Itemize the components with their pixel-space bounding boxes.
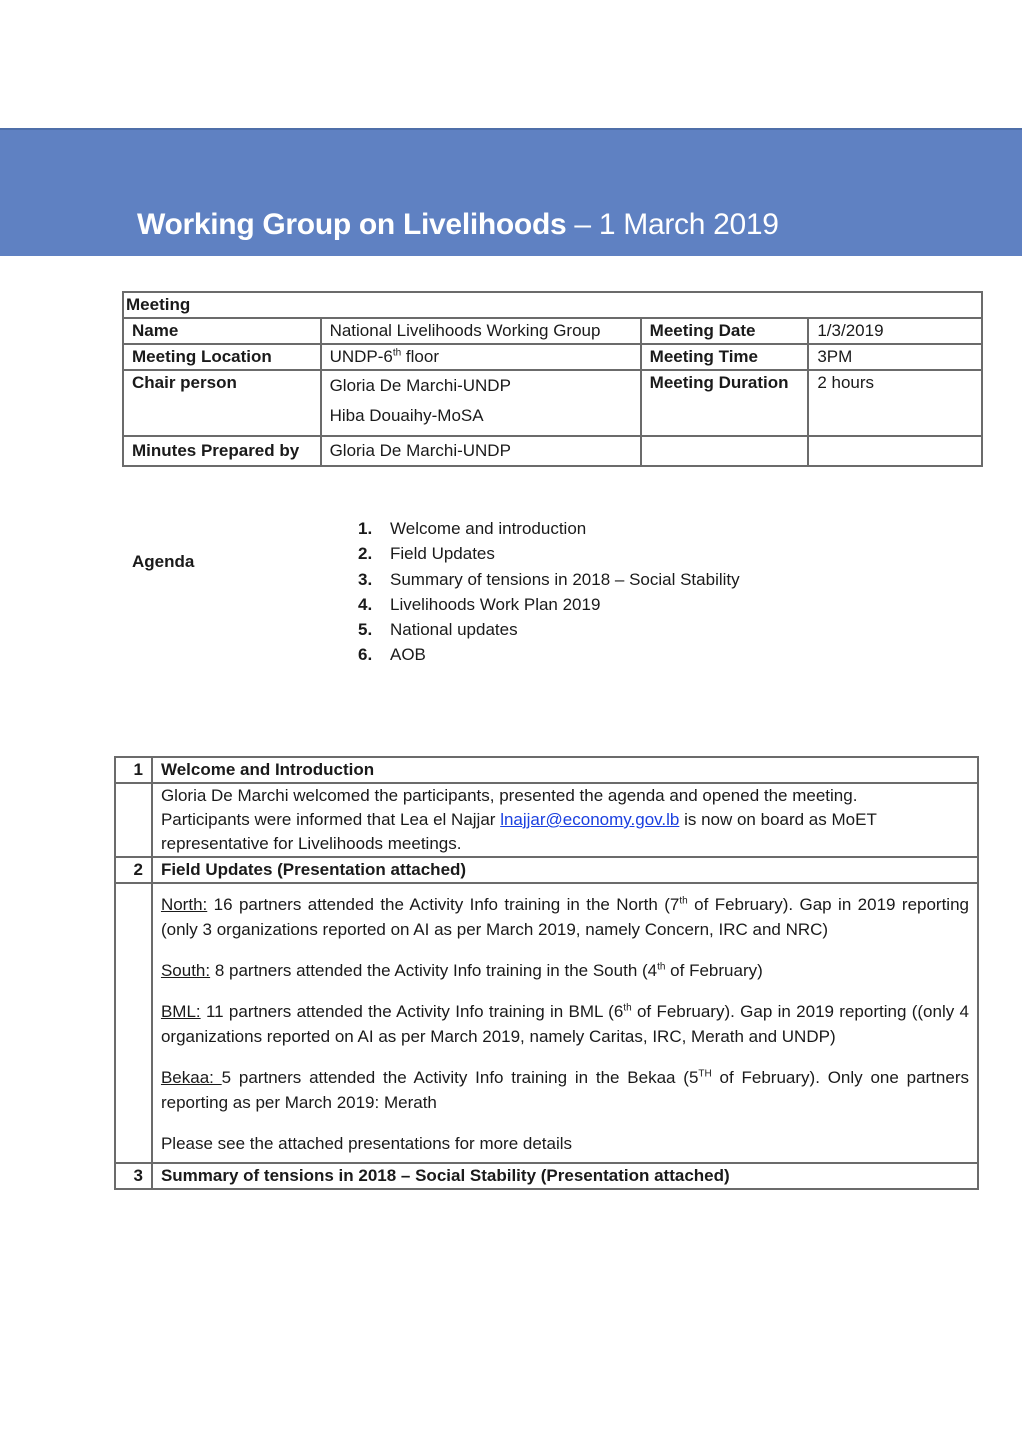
location-sup: th <box>392 347 402 359</box>
page-title <box>137 208 779 242</box>
section-body-field-updates <box>152 883 978 1163</box>
meeting-date-label: Meeting Date <box>641 318 809 344</box>
agenda-item-number: 6. <box>358 645 373 665</box>
empty-cell <box>115 783 152 857</box>
south-label: South: <box>160 961 211 980</box>
section-number: 3 <box>115 1163 152 1189</box>
chair-person-label: Chair person <box>123 370 321 436</box>
agenda-list <box>358 516 740 668</box>
meeting-info-table <box>122 291 983 467</box>
location-text-post: floor <box>401 347 439 366</box>
north-update <box>161 892 969 942</box>
section-number: 1 <box>115 757 152 783</box>
empty-cell <box>808 436 982 466</box>
agenda-item-text: Field Updates <box>390 544 495 564</box>
agenda-item-number: 4. <box>358 594 373 614</box>
south-sup: th <box>657 961 666 973</box>
empty-cell <box>115 883 152 1163</box>
meeting-location-label: Meeting Location <box>123 344 321 370</box>
welcome-text-2: Participants were informed that Lea el Najjar <box>160 810 501 829</box>
meeting-time-value: 3PM <box>808 344 982 370</box>
bml-sup: th <box>623 1002 632 1014</box>
agenda-item-text: Welcome and introduction <box>390 519 587 538</box>
welcome-text-3: is now on board as MoET representative for Livelihoods meetings. <box>160 810 877 853</box>
meeting-duration-label: Meeting Duration <box>641 370 809 436</box>
email-link[interactable]: lnajjar@economy.gov.lb <box>500 810 680 829</box>
agenda-item-text: Livelihoods Work Plan 2019 <box>390 594 601 614</box>
agenda-item <box>358 567 740 592</box>
minutes-prepared-value: Gloria De Marchi-UNDP <box>321 436 641 466</box>
agenda-item <box>358 516 740 541</box>
meeting-header: Meeting <box>123 292 982 318</box>
bekaa-update <box>161 1065 969 1115</box>
north-label: North: <box>160 895 208 914</box>
agenda-item-text: AOB <box>390 645 426 665</box>
north-sup: th <box>679 895 688 907</box>
north-text-post: of February). Gap in 2019 reporting (only 3 organizations reported on AI as per March 2019, namely Concern, IRC and NRC) <box>160 895 969 939</box>
minutes-prepared-label: Minutes Prepared by <box>123 436 321 466</box>
section-title: Summary of tensions in 2018 – Social Stability (Presentation attached) <box>152 1163 978 1189</box>
south-update <box>161 958 969 983</box>
agenda-item-number: 3. <box>358 569 373 589</box>
section-title: Field Updates (Presentation attached) <box>152 857 978 883</box>
agenda-item-text: National updates <box>390 620 518 640</box>
section-number: 2 <box>115 857 152 883</box>
bml-update <box>161 999 969 1049</box>
agenda-item <box>358 541 740 566</box>
south-text-post: of February) <box>665 961 763 980</box>
agenda-label: Agenda <box>132 552 195 571</box>
section-title: Welcome and Introduction <box>152 757 978 783</box>
location-text: UNDP-6 <box>329 347 393 366</box>
closing-note: Please see the attached presentations for more details <box>160 1134 573 1153</box>
south-text: 8 partners attended the Activity Info training in the South (4 <box>210 961 658 980</box>
chair-person-2: Hiba Douaihy-MoSA <box>329 406 484 425</box>
meeting-date-value: 1/3/2019 <box>808 318 982 344</box>
page-title-date: – 1 March 2019 <box>566 208 779 241</box>
chair-person-value <box>321 370 641 436</box>
name-label: Name <box>123 318 321 344</box>
bekaa-sup: TH <box>698 1068 712 1080</box>
empty-cell <box>641 436 809 466</box>
bekaa-text-post: of February). Only one partners reporting as per March 2019: Merath <box>160 1068 969 1112</box>
welcome-text: Gloria De Marchi welcomed the participants, presented the agenda and opened the meeting. <box>160 786 858 805</box>
bekaa-text: 5 partners attended the Activity Info training in the Bekaa (5 <box>221 1068 699 1087</box>
bekaa-label: Bekaa: <box>160 1068 222 1087</box>
chair-person-1: Gloria De Marchi-UNDP <box>329 376 511 395</box>
agenda-item <box>358 617 740 642</box>
bml-text-post: of February). Gap in 2019 reporting ((only 4 organizations reported on AI as per March 2019, namely Caritas, IRC, Merath and UNDP) <box>160 1002 969 1046</box>
agenda-item-number: 5. <box>358 620 373 640</box>
agenda-item-number: 1. <box>358 519 373 538</box>
north-text: 16 partners attended the Activity Info training in the North (7 <box>207 895 680 914</box>
section-body-welcome <box>152 783 978 857</box>
name-value: National Livelihoods Working Group <box>321 318 641 344</box>
minutes-table <box>114 756 979 1190</box>
agenda-item-text: Summary of tensions in 2018 – Social Stability <box>390 569 740 589</box>
meeting-duration-value: 2 hours <box>808 370 982 436</box>
page-title-main: Working Group on Livelihoods <box>137 208 567 241</box>
meeting-location-value <box>321 344 641 370</box>
agenda-item-number: 2. <box>358 544 373 564</box>
bml-text: 11 partners attended the Activity Info training in BML (6 <box>200 1002 624 1021</box>
bml-label: BML: <box>160 1002 201 1021</box>
meeting-time-label: Meeting Time <box>641 344 809 370</box>
agenda-item <box>358 592 740 617</box>
agenda-item <box>358 642 740 667</box>
